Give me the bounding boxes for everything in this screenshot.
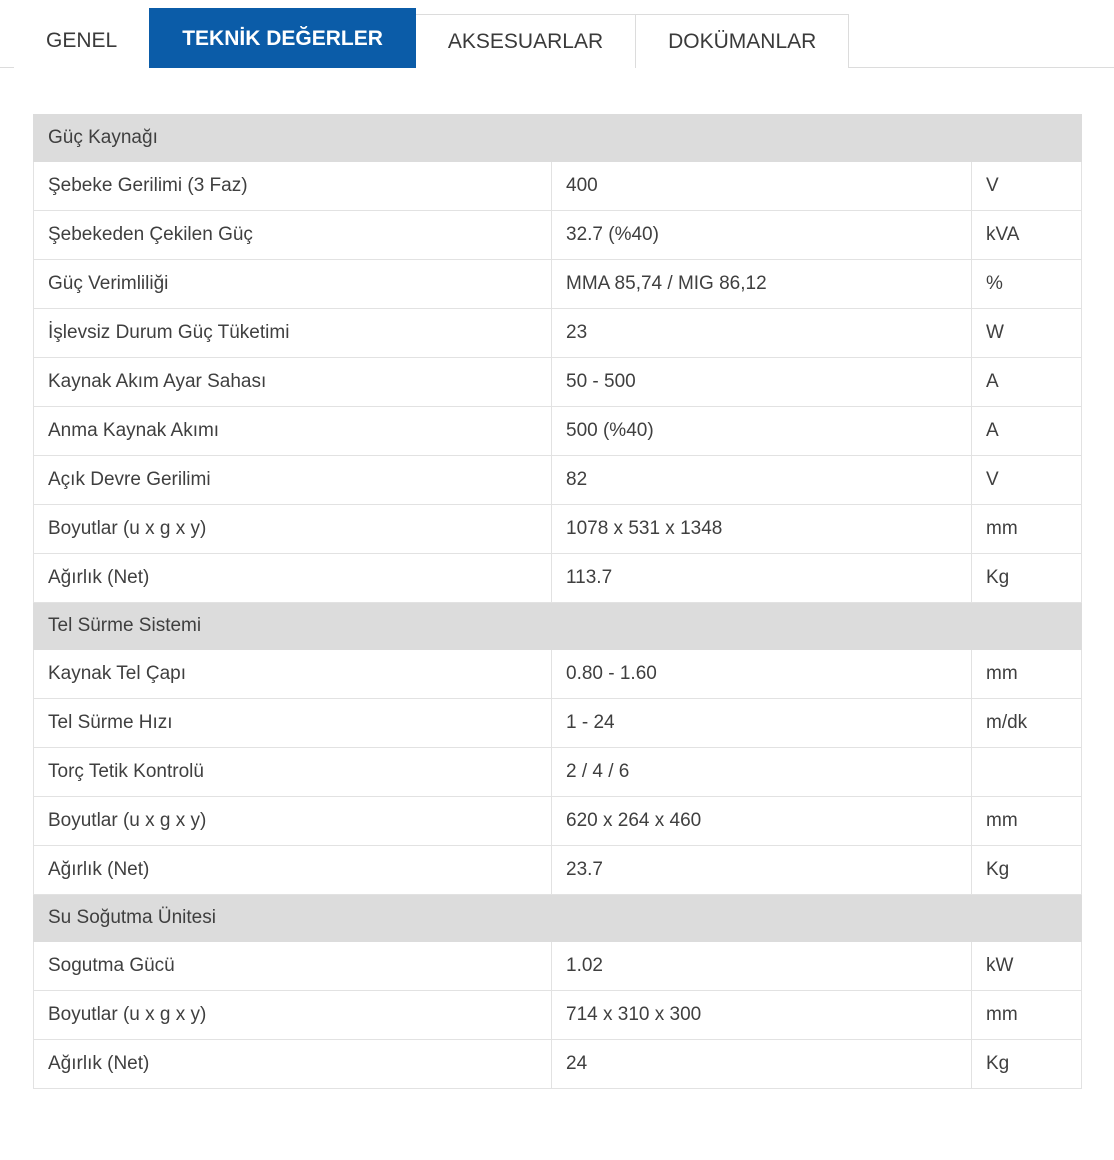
spec-value: 0.80 - 1.60 [552,650,972,699]
tab-2[interactable]: AKSESUARLAR [415,14,636,68]
spec-value: 1.02 [552,942,972,991]
table-section-header [34,895,1082,942]
spec-label: Ağırlık (Net) [34,1040,552,1089]
spec-unit: W [972,309,1082,358]
spec-unit: m/dk [972,699,1082,748]
table-row [34,260,1082,309]
spec-value: 714 x 310 x 300 [552,991,972,1040]
spec-unit: V [972,456,1082,505]
table-row [34,162,1082,211]
table-row [34,650,1082,699]
spec-unit: kW [972,942,1082,991]
spec-label: Kaynak Akım Ayar Sahası [34,358,552,407]
spec-unit: mm [972,991,1082,1040]
spec-label: Boyutlar (u x g x y) [34,505,552,554]
spec-label: Anma Kaynak Akımı [34,407,552,456]
technical-specs-body [34,115,1082,1089]
spec-value: 82 [552,456,972,505]
table-row [34,942,1082,991]
table-row [34,358,1082,407]
table-row [34,456,1082,505]
table-row [34,505,1082,554]
spec-value: 500 (%40) [552,407,972,456]
spec-label: Torç Tetik Kontrolü [34,748,552,797]
table-row [34,554,1082,603]
tab-0[interactable]: GENEL [14,14,150,68]
table-row [34,846,1082,895]
spec-value: 620 x 264 x 460 [552,797,972,846]
spec-value: 23 [552,309,972,358]
spec-value: 24 [552,1040,972,1089]
spec-unit: mm [972,650,1082,699]
table-row [34,748,1082,797]
spec-unit: mm [972,505,1082,554]
section-label: Tel Sürme Sistemi [34,603,1082,650]
spec-unit: Kg [972,1040,1082,1089]
spec-unit: V [972,162,1082,211]
spec-unit: kVA [972,211,1082,260]
spec-label: Açık Devre Gerilimi [34,456,552,505]
spec-label: Boyutlar (u x g x y) [34,797,552,846]
spec-unit [972,748,1082,797]
section-label: Su Soğutma Ünitesi [34,895,1082,942]
spec-label: Şebekeden Çekilen Güç [34,211,552,260]
spec-value: 23.7 [552,846,972,895]
spec-label: Güç Verimliliği [34,260,552,309]
spec-label: Tel Sürme Hızı [34,699,552,748]
spec-unit: Kg [972,554,1082,603]
spec-value: 1078 x 531 x 1348 [552,505,972,554]
spec-label: Ağırlık (Net) [34,554,552,603]
spec-unit: A [972,407,1082,456]
spec-value: 50 - 500 [552,358,972,407]
spec-label: Ağırlık (Net) [34,846,552,895]
spec-unit: mm [972,797,1082,846]
spec-label: Kaynak Tel Çapı [34,650,552,699]
spec-value: 32.7 (%40) [552,211,972,260]
spec-unit: Kg [972,846,1082,895]
technical-specs-section [0,68,1114,1089]
table-row [34,991,1082,1040]
table-section-header [34,115,1082,162]
tab-3[interactable]: DOKÜMANLAR [635,14,849,68]
spec-unit: % [972,260,1082,309]
table-row [34,797,1082,846]
tab-1[interactable]: TEKNİK DEĞERLER [149,8,416,68]
table-section-header [34,603,1082,650]
spec-label: Boyutlar (u x g x y) [34,991,552,1040]
section-label: Güç Kaynağı [34,115,1082,162]
spec-unit: A [972,358,1082,407]
spec-value: 1 - 24 [552,699,972,748]
spec-value: 400 [552,162,972,211]
tab-bar [0,0,1114,68]
technical-specs-table [33,114,1082,1089]
spec-label: Sogutma Gücü [34,942,552,991]
spec-value: 2 / 4 / 6 [552,748,972,797]
spec-label: İşlevsiz Durum Güç Tüketimi [34,309,552,358]
spec-value: 113.7 [552,554,972,603]
spec-label: Şebeke Gerilimi (3 Faz) [34,162,552,211]
spec-value: MMA 85,74 / MIG 86,12 [552,260,972,309]
table-row [34,407,1082,456]
table-row [34,699,1082,748]
table-row [34,1040,1082,1089]
table-row [34,211,1082,260]
table-row [34,309,1082,358]
